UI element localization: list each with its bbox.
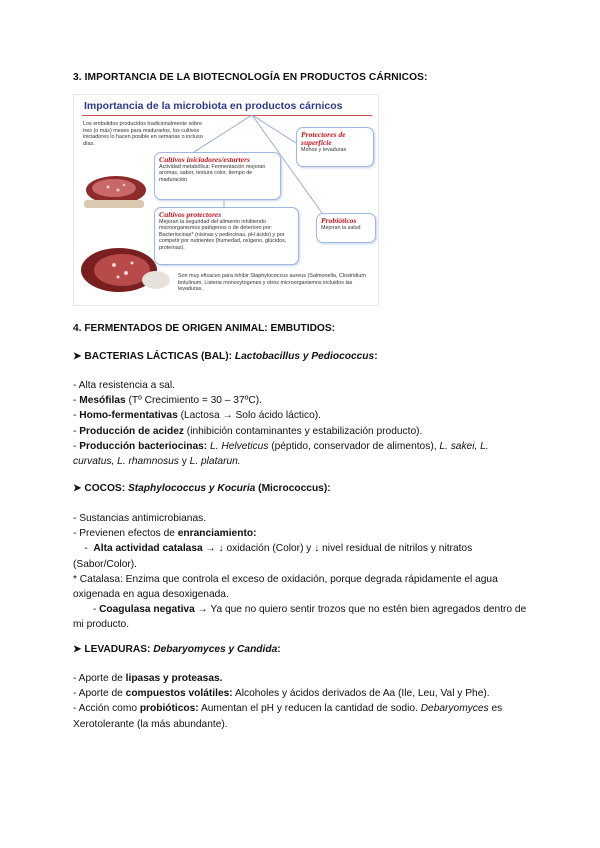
- box-cultivos-protectores: [154, 207, 299, 265]
- box-probioticos-body: Mejoran la salud: [321, 225, 361, 231]
- bal-heading-suffix: :: [374, 351, 378, 362]
- figure-footnote: Son muy eficaces para inhibir Staphylococcus aureus (Salmonella, Clostridium botulinum, Listeria monocytogenes y otros microorganismos incluidos las levaduras.: [178, 273, 366, 293]
- bal-heading-genus: Lactobacillus y Pediococcus: [234, 351, 375, 362]
- bal-heading: [73, 351, 378, 362]
- cocos-item: - Sustancias antimicrobianas.: [73, 513, 207, 524]
- microbiota-figure: [73, 94, 379, 306]
- box-iniciadores-body: Actividad metabólica: Fermentación mejoran aromas, sabor, textura color, tiempo de maduración: [159, 164, 266, 183]
- levaduras-item: - Aporte de lipasas y proteasas.: [73, 673, 223, 684]
- cocos-heading-genus: Staphylococcus y Kocuria: [127, 483, 256, 494]
- box-protectores-title: Cultivos protectores: [159, 210, 222, 219]
- section-3-heading: 3. IMPORTANCIA DE LA BIOTECNOLOGÍA EN PRODUCTOS CÁRNICOS:: [73, 72, 428, 83]
- levaduras-heading: [73, 644, 281, 655]
- bal-heading-prefix: ➤ BACTERIAS LÁCTICAS (BAL):: [73, 351, 235, 362]
- box-probioticos: [316, 213, 376, 243]
- sausage-image-top: [84, 176, 146, 208]
- cocos-item: - Coagulasa negativa → Ya que no quiero sentir trozos que no estén bien agregados dentro de mi producto.: [73, 604, 530, 631]
- levaduras-heading-genus: Debaryomyces y Candida: [153, 644, 278, 655]
- cocos-item: - Previenen efectos de enranciamiento:: [73, 528, 257, 540]
- figure-intro-text: Los embutidos producidos tradicionalmente sobre tres (o más) meses para madurarlos, los cultivos iniciadores lo hacen posible en semanas o incluso días.: [83, 121, 203, 147]
- bal-item: - Producción de acidez (inhibición contaminantes y estabilización producto).: [73, 425, 423, 437]
- cocos-list: [73, 511, 528, 633]
- levaduras-item: - Acción como probióticos: Aumentan el pH y reducen la cantidad de sodio. Debaryomyces es Xerotolerante (la más abundante).: [73, 703, 503, 730]
- bal-item: - Alta resistencia a sal.: [73, 380, 175, 391]
- levaduras-heading-suffix: :: [277, 644, 281, 655]
- box-protectores-superficie: [296, 127, 374, 167]
- bal-item: - Homo-fermentativas (Lactosa → Solo ácido láctico).: [73, 410, 322, 422]
- box-iniciadores-title: Cultivos iniciadores/estarters: [159, 155, 250, 164]
- bal-item: - Producción bacteriocinas: L. Helveticus (péptido, conservador de alimentos), L. sakei, L. curvatus, L. rhamnosus y L. platarun.: [73, 440, 489, 468]
- box-probioticos-title: Probióticos: [321, 216, 357, 225]
- cocos-item: - Alta actividad catalasa → ↓ oxidación (Color) y ↓ nivel residual de nitrilos y nitratos (Sabor/Color).: [73, 543, 476, 570]
- bal-item: - Mesófilas (Tº Crecimiento = 30 – 37ºC).: [73, 395, 262, 407]
- levaduras-list: [73, 671, 528, 732]
- box-cultivos-iniciadores: [154, 152, 281, 200]
- figure-title: Importancia de la microbiota en productos cárnicos: [84, 100, 343, 112]
- levaduras-heading-prefix: ➤ LEVADURAS:: [73, 644, 154, 655]
- box-protectores-body: Mejoran la seguridad del alimento inhibiendo microorganismos patógenos o de deterioro por: Bacteriocinas* (nisinas y pediocinas, pH ácido) y por competir por nutrientes (humedad, oxígeno, glúcidos, proteínas).: [159, 219, 287, 251]
- cocos-heading-prefix: ➤ COCOS:: [73, 483, 128, 494]
- cocos-heading-suffix: (Micrococcus):: [255, 483, 331, 494]
- cocos-heading: [73, 483, 331, 494]
- box-superficie-title: Protectores de superficie: [301, 130, 346, 147]
- levaduras-item: - Aporte de compuestos volátiles: Alcoholes y ácidos derivados de Aa (Ile, Leu, Val y Phe).: [73, 688, 490, 700]
- section-4-heading: 4. FERMENTADOS DE ORIGEN ANIMAL: EMBUTIDOS:: [73, 323, 336, 334]
- bal-list: [73, 378, 528, 469]
- cocos-item: * Catalasa: Enzima que controla el exceso de oxidación, porque degrada rápidamente el agua oxigenada en agua desoxigenada.: [73, 573, 498, 601]
- box-superficie-body: Mohos y levaduras: [301, 147, 347, 153]
